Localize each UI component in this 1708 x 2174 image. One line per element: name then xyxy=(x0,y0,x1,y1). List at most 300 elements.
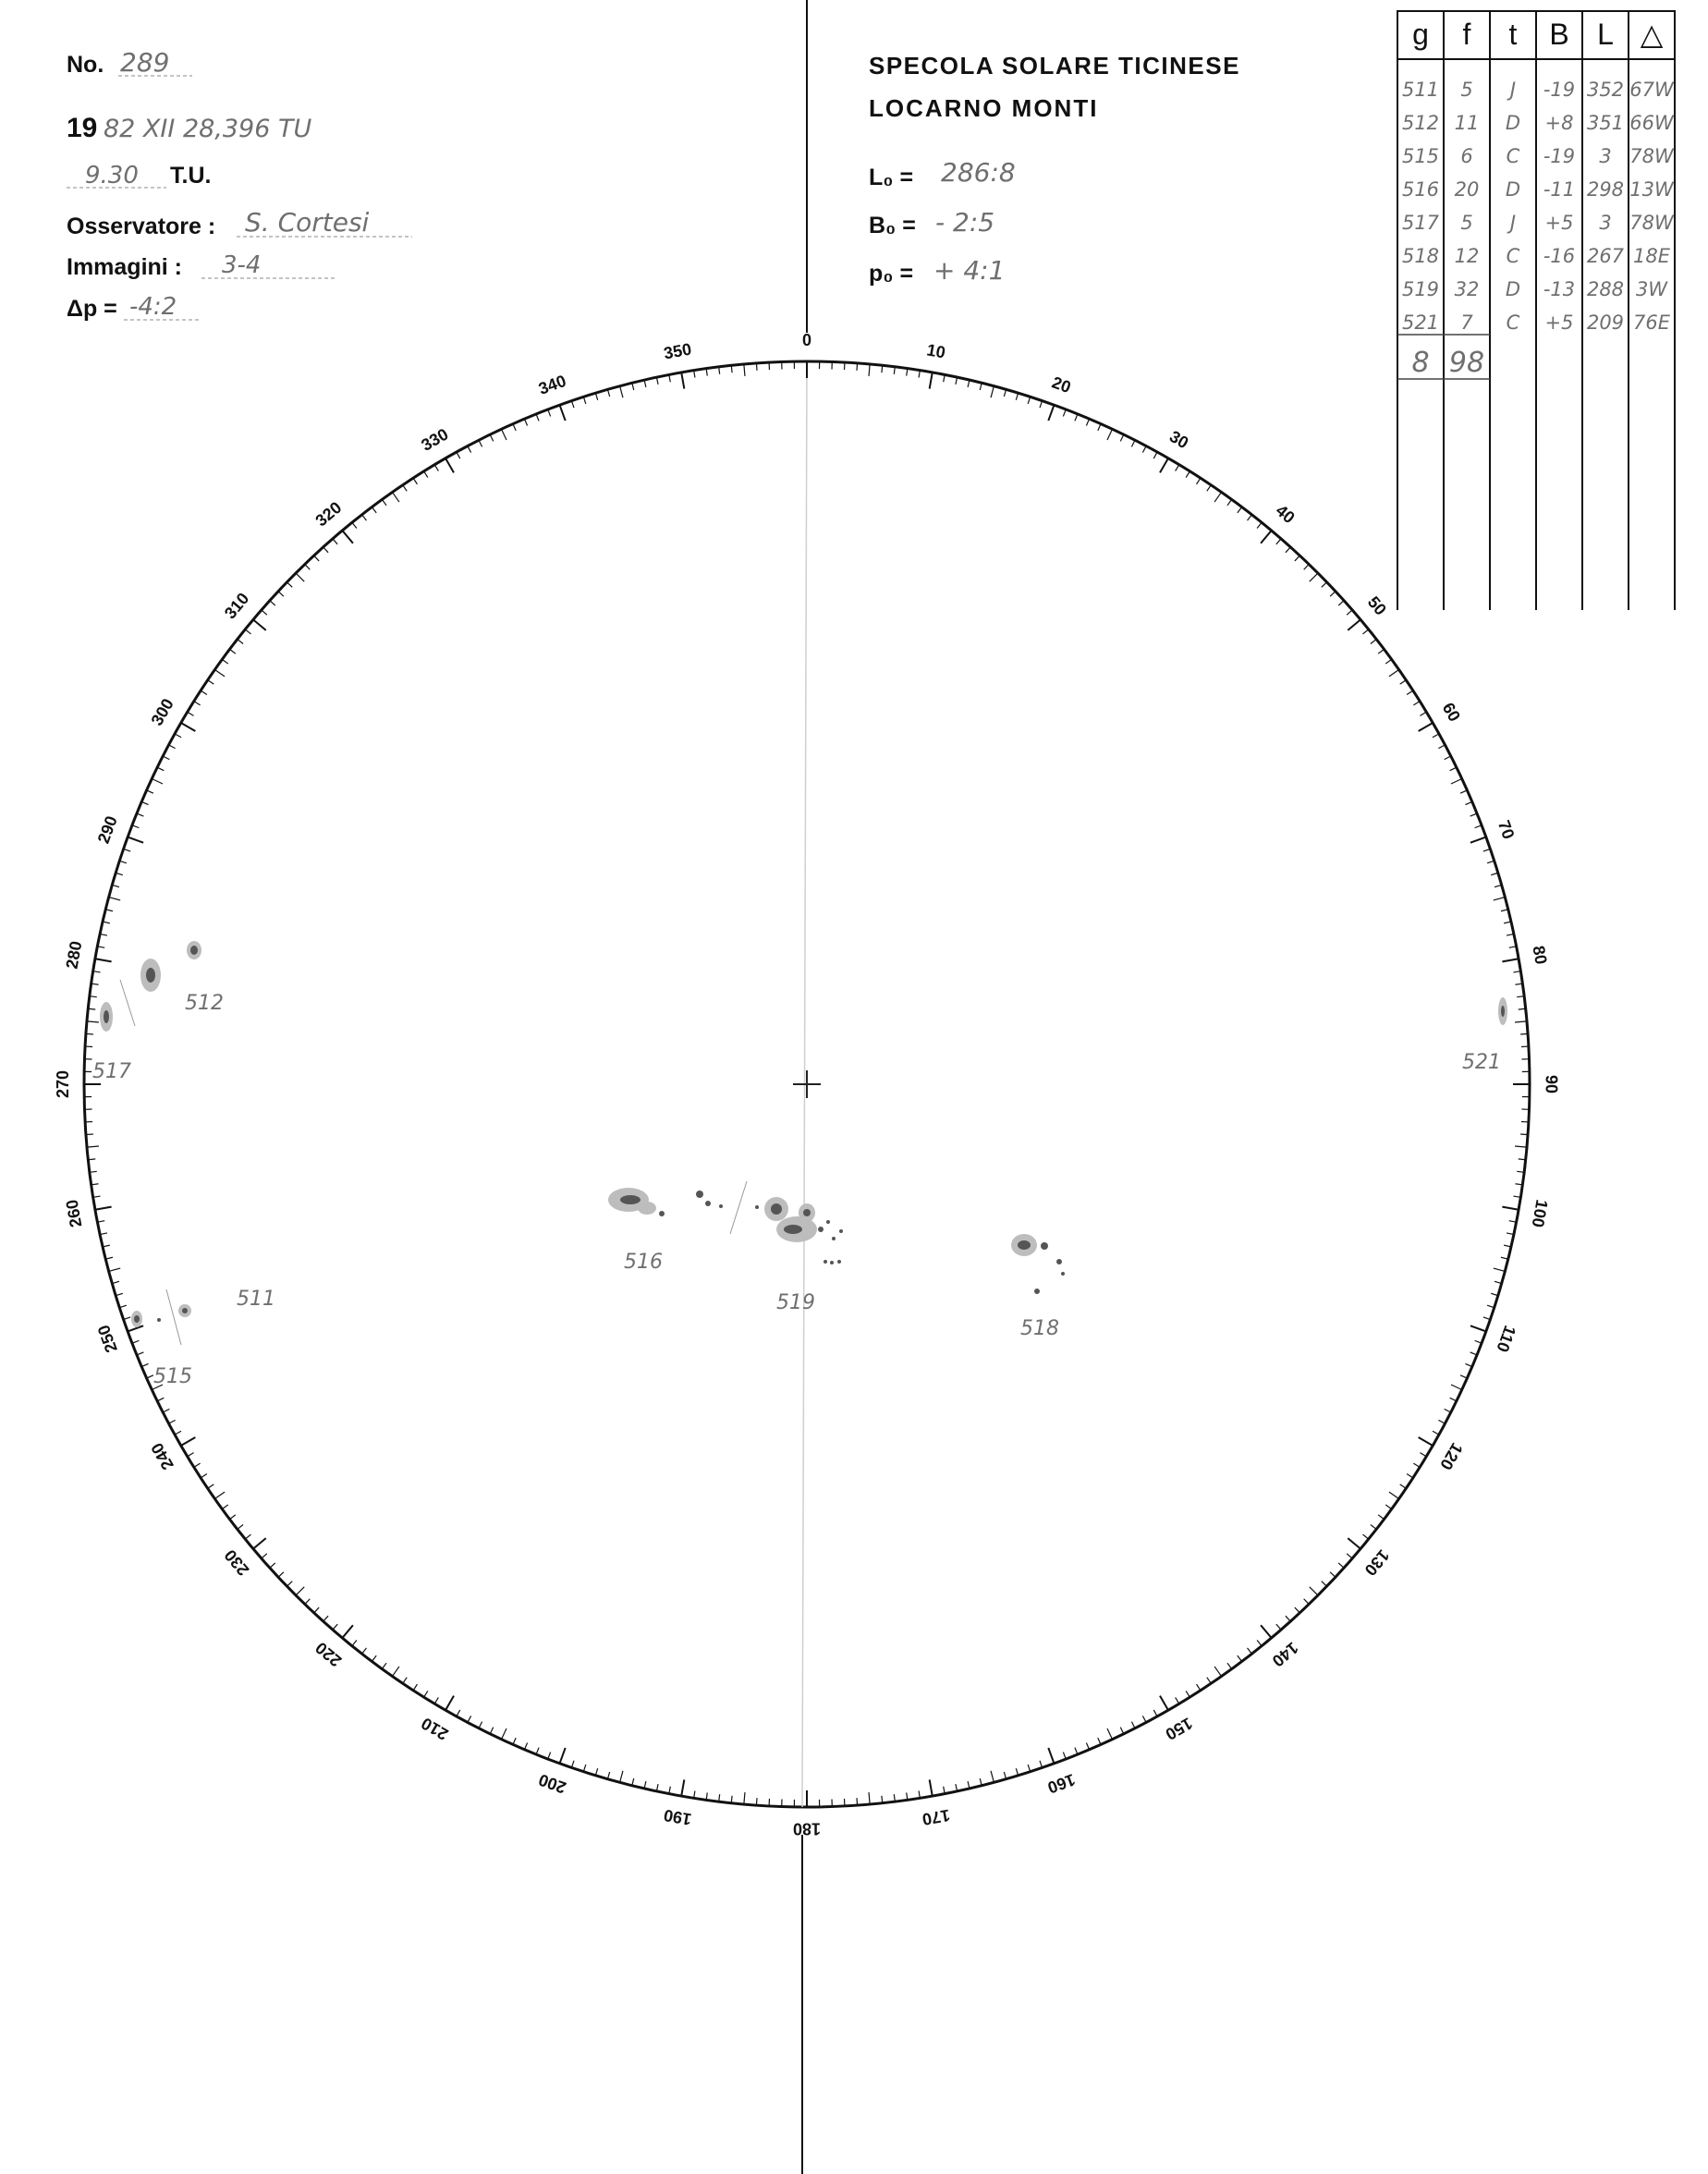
table-cell: 519 xyxy=(1401,278,1440,300)
scale-tick xyxy=(382,1663,386,1668)
scale-tick xyxy=(1520,1033,1528,1034)
scale-tick xyxy=(434,465,438,471)
scale-tick xyxy=(744,1792,745,1804)
table-header-cell: B xyxy=(1549,18,1569,51)
table-cell: 13W xyxy=(1629,178,1674,201)
scale-tick xyxy=(1378,1515,1384,1520)
table-cell: 3W xyxy=(1635,278,1668,300)
table-cell: 6 xyxy=(1460,145,1473,167)
scale-tick xyxy=(201,1474,207,1478)
scale-tick xyxy=(175,1431,181,1435)
table-cell: 5 xyxy=(1460,212,1473,234)
scale-tick xyxy=(1385,1505,1391,1509)
scale-tick xyxy=(1433,1431,1439,1435)
table-cell: 351 xyxy=(1586,112,1625,134)
scale-tick xyxy=(109,1268,121,1271)
scale-label-350: 350 xyxy=(662,339,693,363)
scale-tick xyxy=(132,825,139,828)
center-cross xyxy=(793,1070,821,1098)
scale-tick xyxy=(296,573,304,581)
scale-tick xyxy=(536,1748,539,1754)
scale-label-300: 300 xyxy=(147,695,177,729)
scale-label-90: 90 xyxy=(1542,1074,1561,1094)
scale-tick xyxy=(479,1722,482,1728)
scale-tick xyxy=(1248,515,1252,520)
scale-tick xyxy=(1276,1624,1281,1630)
scale-tick xyxy=(314,1607,319,1613)
scale-tick xyxy=(524,1742,527,1749)
scale-tick xyxy=(857,363,858,371)
scale-tick xyxy=(147,1375,153,1378)
scale-tick xyxy=(991,386,994,398)
scale-tick xyxy=(229,649,235,653)
scale-tick xyxy=(352,1641,357,1646)
time-value: 9.30 xyxy=(85,162,139,189)
p0-label: p₀ = xyxy=(869,261,914,287)
scale-tick xyxy=(1120,1728,1124,1734)
scale-tick xyxy=(323,1616,328,1621)
scale-tick xyxy=(1515,1021,1527,1022)
scale-tick xyxy=(1330,1572,1336,1577)
scale-tick xyxy=(1450,1398,1457,1401)
scale-label-190: 190 xyxy=(662,1805,693,1829)
sunspot-group-511 xyxy=(178,1304,191,1317)
scale-tick xyxy=(1153,452,1157,458)
group-label-519: 519 xyxy=(776,1291,815,1314)
scale-tick xyxy=(681,1779,684,1796)
scale-tick xyxy=(1400,1484,1407,1488)
observer-value: S. Cortesi xyxy=(245,207,370,238)
scale-tick xyxy=(86,1033,93,1034)
scale-tick xyxy=(1371,640,1376,644)
table-cell: 521 xyxy=(1401,311,1440,334)
group-label-518: 518 xyxy=(1020,1317,1059,1340)
scale-tick xyxy=(1107,429,1112,440)
scale-tick xyxy=(157,767,164,771)
scale-label-250: 250 xyxy=(93,1322,121,1355)
scale-tick xyxy=(278,1572,284,1577)
scale-label-100: 100 xyxy=(1528,1198,1552,1229)
scale-tick xyxy=(1153,1710,1157,1716)
scale-tick xyxy=(141,1363,148,1366)
table-header-cell: t xyxy=(1508,18,1518,51)
group-label-517: 517 xyxy=(92,1060,131,1083)
scale-tick xyxy=(1176,1697,1179,1704)
scale-label-150: 150 xyxy=(1162,1714,1196,1744)
sunspot-group-516 xyxy=(608,1181,747,1234)
scale-label-340: 340 xyxy=(536,371,569,398)
scale-label-50: 50 xyxy=(1363,592,1390,619)
p0-value: + 4:1 xyxy=(933,255,1006,286)
table-cell: +8 xyxy=(1544,112,1574,134)
table-cell: 267 xyxy=(1586,245,1625,267)
scale-tick xyxy=(1475,825,1482,828)
b0-value: - 2:5 xyxy=(935,207,995,238)
scale-tick xyxy=(392,1667,398,1677)
scale-tick xyxy=(314,556,319,561)
scale-tick xyxy=(1295,556,1299,561)
scale-tick xyxy=(1063,409,1066,416)
scale-tick xyxy=(1465,1363,1471,1366)
scale-tick xyxy=(731,365,732,373)
scale-tick xyxy=(490,1728,494,1734)
scale-tick xyxy=(1214,492,1221,502)
scale-tick xyxy=(214,1492,225,1498)
scale-tick xyxy=(1142,446,1146,453)
scale-tick xyxy=(1460,1375,1467,1378)
sunspot-group-518 xyxy=(1011,1234,1065,1294)
table-cell: D xyxy=(1505,278,1521,300)
scale-tick xyxy=(1445,1409,1451,1412)
scale-tick xyxy=(109,898,121,900)
scale-tick xyxy=(163,756,169,760)
scale-tick xyxy=(1107,1728,1112,1740)
scale-tick xyxy=(1348,619,1360,630)
scale-label-70: 70 xyxy=(1494,817,1519,842)
scale-tick xyxy=(333,539,337,544)
table-cell: 352 xyxy=(1586,79,1625,101)
scale-tick xyxy=(333,1624,337,1630)
sunspot-group-519 xyxy=(755,1197,843,1264)
scale-tick xyxy=(1048,1748,1054,1764)
scale-tick xyxy=(1310,573,1318,581)
scale-tick xyxy=(1227,1663,1232,1668)
scale-tick xyxy=(681,373,684,389)
scale-tick xyxy=(1131,1722,1135,1728)
scale-tick xyxy=(1502,959,1519,961)
scale-tick xyxy=(194,1463,201,1467)
scale-tick xyxy=(1120,434,1124,441)
scale-tick xyxy=(1248,1648,1252,1654)
scale-tick xyxy=(188,712,194,715)
scale-tick xyxy=(372,507,376,512)
scale-tick xyxy=(88,1008,95,1009)
scale-tick xyxy=(222,1505,227,1509)
scale-tick xyxy=(208,1484,214,1488)
scale-tick xyxy=(1075,414,1078,421)
date-value: 82 XII 28,396 TU xyxy=(104,115,312,143)
scale-tick xyxy=(403,1678,407,1684)
scale-label-180: 180 xyxy=(792,1819,822,1838)
scale-tick xyxy=(1519,1159,1526,1160)
table-header-cell: f xyxy=(1462,18,1471,51)
scale-tick xyxy=(137,813,143,816)
scale-tick xyxy=(1385,659,1391,664)
scale-tick xyxy=(930,373,933,389)
scale-tick xyxy=(468,446,471,453)
scale-tick xyxy=(222,659,227,664)
scale-tick xyxy=(560,1748,566,1764)
table-cell: 5 xyxy=(1460,79,1473,101)
scale-tick xyxy=(502,429,506,440)
scale-tick xyxy=(194,702,201,705)
table-cell: -11 xyxy=(1543,178,1576,201)
scale-tick xyxy=(536,414,539,421)
scale-tick xyxy=(1048,405,1054,421)
scale-label-280: 280 xyxy=(62,939,86,971)
table-cell: 78W xyxy=(1629,212,1674,234)
group-label-515: 515 xyxy=(153,1365,192,1388)
scale-tick xyxy=(1438,1420,1445,1423)
time-unit: T.U. xyxy=(170,163,212,189)
scale-label-270: 270 xyxy=(53,1069,72,1099)
scale-tick xyxy=(342,531,353,544)
scale-tick xyxy=(1176,465,1179,471)
scale-label-60: 60 xyxy=(1438,699,1465,726)
table-cell: 209 xyxy=(1586,311,1625,334)
scale-tick xyxy=(1238,1655,1242,1661)
scale-tick xyxy=(1519,1008,1526,1009)
scale-label-10: 10 xyxy=(925,340,947,362)
scale-tick xyxy=(1160,1696,1168,1711)
table-cell: D xyxy=(1505,178,1521,201)
scale-label-210: 210 xyxy=(418,1714,452,1744)
scale-tick xyxy=(1186,471,1190,478)
scale-tick xyxy=(1413,1463,1420,1467)
table-cell: +5 xyxy=(1544,212,1574,234)
scale-tick xyxy=(201,690,207,694)
scale-tick xyxy=(1407,690,1413,694)
scale-tick xyxy=(87,1146,99,1147)
scale-tick xyxy=(1310,1587,1318,1595)
images-label: Immagini : xyxy=(67,254,183,280)
scale-tick xyxy=(560,405,566,421)
l0-value: 286:8 xyxy=(941,157,1016,188)
scale-tick xyxy=(1389,1492,1399,1498)
scale-tick xyxy=(1304,1599,1310,1605)
scale-tick xyxy=(1261,531,1272,544)
scale-tick xyxy=(1363,629,1369,634)
table-cell: 511 xyxy=(1401,79,1440,101)
scale-tick xyxy=(413,1684,417,1691)
scale-tick xyxy=(1286,547,1290,553)
scale-tick xyxy=(869,1792,870,1804)
scale-label-230: 230 xyxy=(220,1545,253,1580)
scale-tick xyxy=(991,1771,994,1783)
observatory-name: SPECOLA SOLARE TICINESE xyxy=(869,52,1240,79)
delta-p-value: -4:2 xyxy=(129,293,177,321)
scale-tick xyxy=(1433,734,1439,738)
scale-tick xyxy=(88,1159,95,1160)
scale-tick xyxy=(181,1437,196,1446)
scale-tick xyxy=(513,424,516,431)
scale-tick xyxy=(245,1534,250,1539)
group-label-511: 511 xyxy=(237,1288,275,1311)
scale-tick xyxy=(1470,813,1477,816)
scale-tick xyxy=(141,801,148,804)
scale-label-200: 200 xyxy=(536,1770,569,1798)
scale-tick xyxy=(296,1587,304,1595)
scale-tick xyxy=(342,1625,353,1638)
scale-tick xyxy=(1086,1742,1089,1749)
scale-tick xyxy=(1304,564,1310,569)
scale-label-30: 30 xyxy=(1165,426,1192,453)
table-cell: 76E xyxy=(1633,311,1670,334)
scale-tick xyxy=(1465,801,1471,804)
scale-tick xyxy=(392,492,398,502)
sunspot-group-517 xyxy=(100,980,135,1032)
scale-tick xyxy=(128,837,143,843)
scale-tick xyxy=(1413,702,1420,705)
sunspot-group-521 xyxy=(1498,997,1507,1025)
year-prefix: 19 xyxy=(67,113,98,143)
table-cell: C xyxy=(1506,145,1520,167)
scale-tick xyxy=(362,1648,367,1654)
scale-tick xyxy=(1098,1738,1101,1744)
scale-tick xyxy=(188,1453,194,1457)
table-cell: -19 xyxy=(1543,145,1576,167)
scale-tick xyxy=(323,547,328,553)
scale-tick xyxy=(253,1538,266,1549)
table-cell: C xyxy=(1506,311,1520,334)
scale-tick xyxy=(1420,1453,1426,1457)
scale-tick xyxy=(229,1515,235,1520)
table-cell: 515 xyxy=(1401,145,1440,167)
scale-tick xyxy=(169,745,176,749)
table-cell: 517 xyxy=(1401,212,1440,234)
table-cell: 512 xyxy=(1401,112,1440,134)
scale-tick xyxy=(86,1134,93,1135)
scale-tick xyxy=(445,1696,454,1711)
table-header-cell: L xyxy=(1597,18,1614,51)
scale-tick xyxy=(1515,1146,1527,1147)
scale-tick xyxy=(502,1728,506,1740)
scale-tick xyxy=(1197,478,1201,484)
sunspot-group-515 xyxy=(131,1289,181,1345)
scale-tick xyxy=(287,582,292,588)
scale-label-290: 290 xyxy=(93,813,121,847)
number-value: 289 xyxy=(120,47,170,78)
scale-tick xyxy=(620,1771,623,1783)
scale-tick xyxy=(424,471,428,478)
scale-label-310: 310 xyxy=(220,589,253,623)
scale-tick xyxy=(1322,1582,1327,1587)
solar-disk xyxy=(54,331,1561,1838)
scale-tick xyxy=(1142,1716,1146,1722)
delta-p-label: Δp = xyxy=(67,296,117,322)
scale-tick xyxy=(1286,1616,1290,1621)
table-cell: 518 xyxy=(1401,245,1440,267)
table-cell: D xyxy=(1505,112,1521,134)
scale-label-130: 130 xyxy=(1360,1545,1394,1580)
scale-tick xyxy=(1186,1691,1190,1697)
group-label-516: 516 xyxy=(624,1251,663,1274)
scale-tick xyxy=(479,440,482,446)
scale-tick xyxy=(1098,424,1101,431)
table-cell: -13 xyxy=(1543,278,1576,300)
scale-tick xyxy=(1378,649,1384,653)
observer-label: Osservatore : xyxy=(67,214,216,239)
scale-tick xyxy=(1338,1563,1344,1568)
scale-tick xyxy=(382,499,386,505)
scale-tick xyxy=(1450,767,1457,771)
group-table xyxy=(1397,11,1675,610)
scale-tick xyxy=(457,452,460,458)
scale-tick xyxy=(95,1207,112,1210)
table-cell: -16 xyxy=(1543,245,1576,267)
scale-tick xyxy=(362,515,367,520)
scale-tick xyxy=(930,1779,933,1796)
scale-tick xyxy=(1338,601,1344,605)
scale-tick xyxy=(147,790,153,793)
scale-tick xyxy=(372,1655,376,1661)
scale-tick xyxy=(1407,1474,1413,1478)
table-cell: 18E xyxy=(1633,245,1670,267)
scale-tick xyxy=(169,1420,176,1423)
scale-tick xyxy=(548,409,551,416)
table-cell: J xyxy=(1509,212,1517,234)
scale-tick xyxy=(1445,756,1451,760)
scale-tick xyxy=(262,1554,267,1558)
scale-tick xyxy=(1451,779,1462,784)
scale-tick xyxy=(163,1409,169,1412)
table-cell: 288 xyxy=(1586,278,1625,300)
table-cell: 32 xyxy=(1454,278,1480,300)
scale-tick xyxy=(1470,1325,1486,1331)
images-value: 3-4 xyxy=(222,251,262,279)
scale-label-240: 240 xyxy=(147,1439,177,1473)
scale-tick xyxy=(1261,1625,1272,1638)
scale-tick xyxy=(424,1691,428,1697)
scale-tick xyxy=(1389,669,1399,676)
scale-tick xyxy=(1363,1534,1369,1539)
scale-tick xyxy=(1276,539,1281,544)
scale-tick xyxy=(468,1716,471,1722)
table-cell: J xyxy=(1509,79,1517,101)
table-cell: 3 xyxy=(1599,212,1612,234)
scale-tick xyxy=(1347,1554,1352,1558)
scale-tick xyxy=(87,1021,99,1022)
scale-tick xyxy=(1086,419,1089,425)
scale-tick xyxy=(490,434,494,441)
scale-tick xyxy=(1257,522,1262,528)
scale-tick xyxy=(352,522,357,528)
scale-tick xyxy=(756,1798,757,1805)
table-header-cell: △ xyxy=(1640,18,1664,51)
scale-label-20: 20 xyxy=(1049,373,1074,397)
table-cell: C xyxy=(1506,245,1520,267)
scale-tick xyxy=(457,1710,460,1716)
observatory-location: LOCARNO MONTI xyxy=(869,94,1099,122)
scale-tick xyxy=(157,1398,164,1401)
scale-tick xyxy=(1197,1684,1201,1691)
table-cell: 516 xyxy=(1401,178,1440,201)
scale-tick xyxy=(1330,592,1336,596)
scale-tick xyxy=(1400,680,1407,684)
scale-tick xyxy=(152,779,163,784)
table-total-cell: 98 xyxy=(1448,347,1485,379)
scale-tick xyxy=(1494,898,1506,900)
scale-tick xyxy=(253,619,266,630)
scale-tick xyxy=(278,592,284,596)
observatory-block xyxy=(869,52,1240,287)
table-cell: 3 xyxy=(1599,145,1612,167)
scale-tick xyxy=(1371,1525,1376,1530)
b0-label: B₀ = xyxy=(869,213,916,238)
scale-tick xyxy=(214,669,225,676)
scale-tick xyxy=(1420,712,1426,715)
table-cell: -19 xyxy=(1543,79,1576,101)
scale-tick xyxy=(756,363,757,371)
scale-tick xyxy=(1460,790,1467,793)
scale-tick xyxy=(95,959,112,961)
scale-tick xyxy=(1494,1268,1506,1271)
header-block xyxy=(67,47,412,322)
scale-tick xyxy=(1207,485,1211,492)
scale-tick xyxy=(1475,1340,1482,1343)
scale-tick xyxy=(1520,1134,1528,1135)
scale-label-170: 170 xyxy=(921,1805,952,1829)
